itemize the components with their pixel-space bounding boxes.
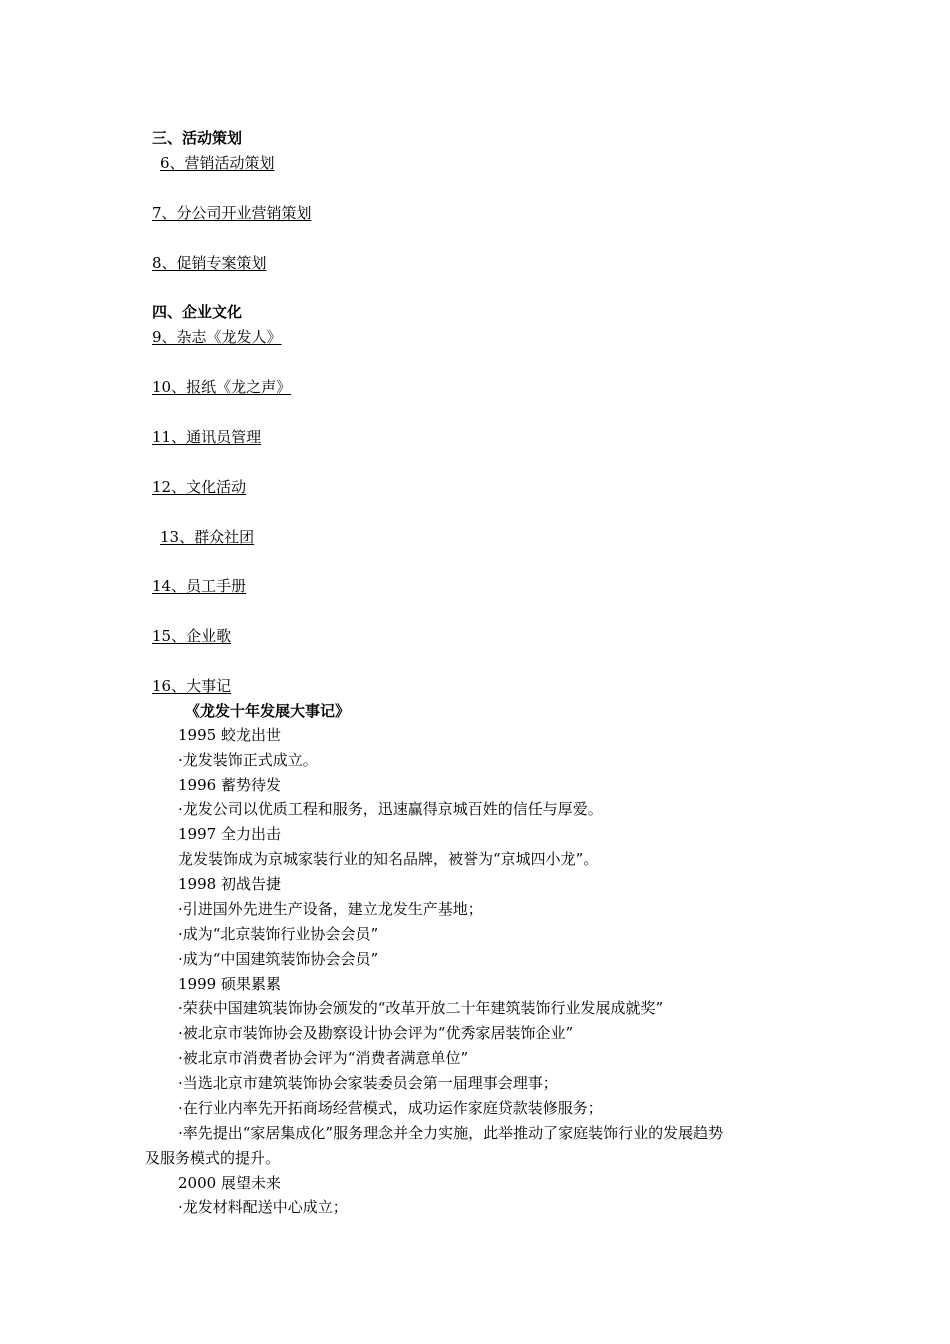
toc-link-correspondents[interactable]: 11、通讯员管理	[152, 428, 262, 446]
chronicle-line: ·引进国外先进生产设备，建立龙发生产基地；	[178, 900, 483, 918]
chronicle-line: 2000 展望未来	[178, 1174, 281, 1192]
chronicle-line: ·龙发装饰正式成立。	[178, 751, 318, 769]
chronicle-line: ·荣获中国建筑装饰协会颁发的“改革开放二十年建筑装饰行业发展成就奖”	[178, 999, 664, 1017]
chronicle-line: ·被北京市装饰协会及勘察设计协会评为“优秀家居装饰企业”	[178, 1024, 574, 1042]
chronicle-line: ·成为“北京装饰行业协会会员”	[178, 925, 379, 943]
chronicle-line: ·率先提出“家居集成化”服务理念并全力实施，此举推动了家庭装饰行业的发展趋势	[178, 1124, 724, 1142]
toc-link-branch-opening[interactable]: 7、分公司开业营销策划	[152, 204, 312, 222]
chronicle-line: 及服务模式的提升。	[145, 1149, 281, 1167]
toc-link-chronicle[interactable]: 16、大事记	[152, 677, 232, 695]
toc-link-clubs[interactable]: 13、群众社团	[160, 528, 255, 546]
section-heading-activities: 三、活动策划	[152, 129, 243, 147]
toc-link-newspaper[interactable]: 10、报纸《龙之声》	[152, 378, 292, 396]
chronicle-line: ·当选北京市建筑装饰协会家装委员会第一届理事会理事；	[178, 1074, 558, 1092]
section-heading-culture: 四、企业文化	[152, 303, 243, 321]
chronicle-line: 1997 全力出击	[178, 825, 281, 843]
chronicle-line: 1995 蛟龙出世	[178, 726, 281, 744]
toc-link-marketing-activities[interactable]: 6、营销活动策划	[160, 154, 275, 172]
chronicle-line: 1999 硕果累累	[178, 975, 281, 993]
chronicle-line: 龙发装饰成为京城家装行业的知名品牌，被誉为“京城四小龙”。	[178, 850, 599, 868]
chronicle-line: 1996 蓄势待发	[178, 776, 281, 794]
chronicle-line: ·龙发公司以优质工程和服务，迅速赢得京城百姓的信任与厚爱。	[178, 800, 603, 818]
toc-link-magazine[interactable]: 9、杂志《龙发人》	[152, 328, 282, 346]
chronicle-line: 1998 初战告捷	[178, 875, 281, 893]
chronicle-line: ·成为“中国建筑装饰协会会员”	[178, 950, 379, 968]
toc-link-handbook[interactable]: 14、员工手册	[152, 577, 247, 595]
toc-link-company-song[interactable]: 15、企业歌	[152, 627, 232, 645]
toc-link-cultural-activities[interactable]: 12、文化活动	[152, 478, 247, 496]
chronicle-line: ·在行业内率先开拓商场经营模式，成功运作家庭贷款装修服务；	[178, 1099, 603, 1117]
chronicle-title: 《龙发十年发展大事记》	[185, 702, 351, 720]
chronicle-line: ·龙发材料配送中心成立；	[178, 1198, 348, 1216]
toc-link-promotion[interactable]: 8、促销专案策划	[152, 254, 267, 272]
chronicle-line: ·被北京市消费者协会评为“消费者满意单位”	[178, 1049, 469, 1067]
